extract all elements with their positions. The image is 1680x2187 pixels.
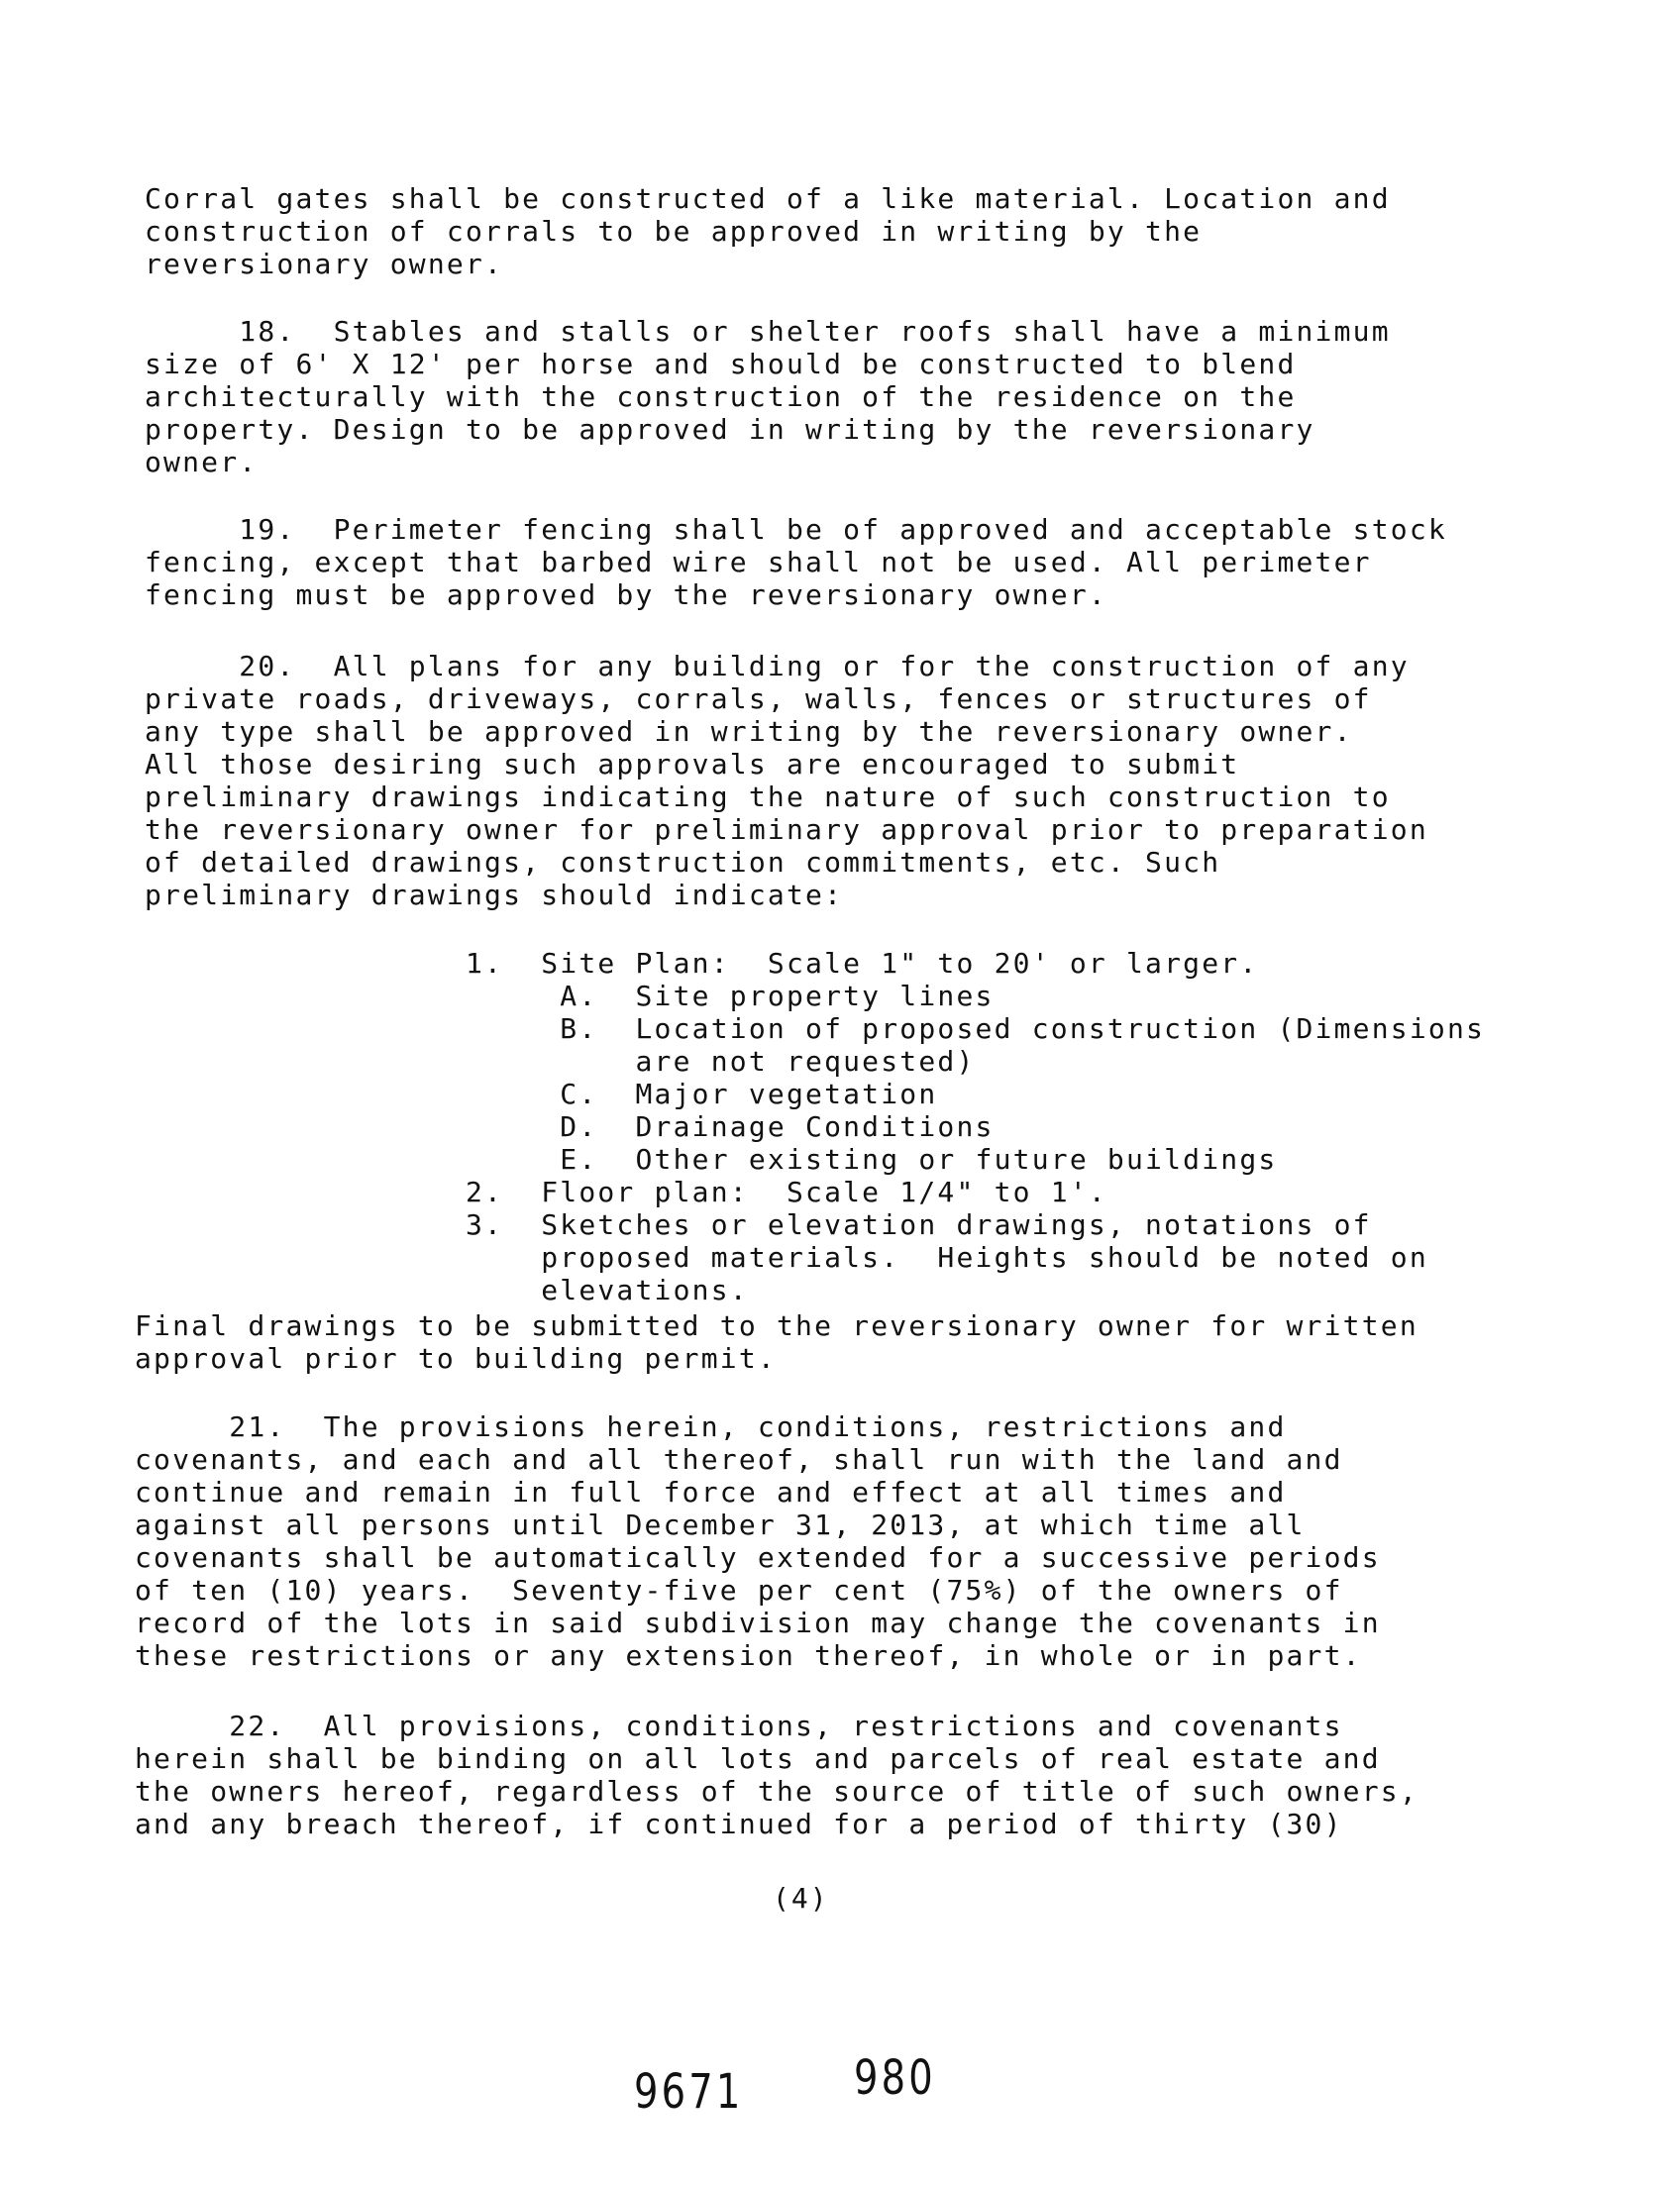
text-line: Final drawings to be submitted to the reversionary owner for written bbox=[135, 1309, 1418, 1342]
paragraph-20 bbox=[145, 650, 1428, 911]
text-line: 1. Site Plan: Scale 1" to 20' or larger. bbox=[145, 947, 1259, 980]
drawing-requirements-list bbox=[145, 947, 1485, 1306]
page-number: (4) bbox=[773, 1882, 829, 1915]
text-line: preliminary drawings should indicate: bbox=[145, 879, 844, 911]
text-line: 20. All plans for any building or for the construction of any bbox=[145, 650, 1410, 682]
text-line: proposed materials. Heights should be noted on bbox=[145, 1241, 1428, 1274]
text-line: construction of corrals to be approved in writing by the bbox=[145, 215, 1203, 248]
paragraph-21 bbox=[135, 1410, 1381, 1672]
text-line: 3. Sketches or elevation drawings, notations of bbox=[145, 1208, 1372, 1241]
paragraph-22 bbox=[135, 1710, 1418, 1840]
recording-stamp-page: 980 bbox=[854, 2050, 936, 2106]
text-line: 21. The provisions herein, conditions, restrictions and bbox=[135, 1410, 1287, 1443]
text-line: reversionary owner. bbox=[145, 248, 504, 280]
text-line: C. Major vegetation bbox=[145, 1078, 938, 1110]
text-line: 19. Perimeter fencing shall be of approved and acceptable stock bbox=[145, 513, 1447, 546]
text-line: covenants, and each and all thereof, shall run with the land and bbox=[135, 1443, 1343, 1476]
text-line: and any breach thereof, if continued for a period of thirty (30) bbox=[135, 1808, 1343, 1840]
text-line: architecturally with the construction of the residence on the bbox=[145, 380, 1297, 413]
text-line: fencing, except that barbed wire shall not be used. All perimeter bbox=[145, 546, 1372, 578]
text-line: E. Other existing or future buildings bbox=[145, 1143, 1278, 1176]
text-line: these restrictions or any extension thereof, in whole or in part. bbox=[135, 1639, 1362, 1672]
text-line: B. Location of proposed construction (Dimensions bbox=[145, 1012, 1486, 1045]
text-line: of ten (10) years. Seventy-five per cent (75%) of the owners of bbox=[135, 1574, 1343, 1607]
text-line: A. Site property lines bbox=[145, 980, 995, 1012]
text-line: of detailed drawings, construction commitments, etc. Such bbox=[145, 846, 1221, 879]
text-line: fencing must be approved by the reversionary owner. bbox=[145, 578, 1107, 611]
text-line: elevations. bbox=[145, 1274, 749, 1306]
text-line: record of the lots in said subdivision may change the covenants in bbox=[135, 1607, 1381, 1639]
text-line: 22. All provisions, conditions, restrictions and covenants bbox=[135, 1710, 1343, 1742]
paragraph-19 bbox=[145, 513, 1447, 611]
text-line: All those desiring such approvals are encouraged to submit bbox=[145, 748, 1240, 781]
text-line: covenants shall be automatically extended for a successive periods bbox=[135, 1541, 1381, 1574]
text-line: preliminary drawings indicating the nature of such construction to bbox=[145, 781, 1391, 813]
paragraph-18 bbox=[145, 315, 1391, 478]
text-line: Corral gates shall be constructed of a like material. Location and bbox=[145, 182, 1391, 215]
paragraph-intro bbox=[145, 182, 1391, 280]
text-line: any type shall be approved in writing by the reversionary owner. bbox=[145, 715, 1353, 748]
recording-stamp-book: 9671 bbox=[634, 2064, 744, 2120]
text-line: 18. Stables and stalls or shelter roofs shall have a minimum bbox=[145, 315, 1391, 348]
text-line: are not requested) bbox=[145, 1045, 976, 1078]
text-line: the reversionary owner for preliminary approval prior to preparation bbox=[145, 813, 1428, 846]
text-line: size of 6' X 12' per horse and should be constructed to blend bbox=[145, 348, 1297, 380]
text-line: private roads, driveways, corrals, walls, fences or structures of bbox=[145, 682, 1372, 715]
text-line: D. Drainage Conditions bbox=[145, 1110, 995, 1143]
paragraph-final-drawings bbox=[135, 1309, 1418, 1375]
text-line: 2. Floor plan: Scale 1/4" to 1'. bbox=[145, 1176, 1107, 1208]
text-line: herein shall be binding on all lots and parcels of real estate and bbox=[135, 1742, 1381, 1775]
text-line: continue and remain in full force and effect at all times and bbox=[135, 1476, 1287, 1509]
text-line: the owners hereof, regardless of the source of title of such owners, bbox=[135, 1775, 1418, 1808]
text-line: approval prior to building permit. bbox=[135, 1342, 777, 1375]
text-line: owner. bbox=[145, 446, 259, 478]
text-line: against all persons until December 31, 2013, at which time all bbox=[135, 1509, 1306, 1541]
text-line: property. Design to be approved in writing by the reversionary bbox=[145, 413, 1315, 446]
